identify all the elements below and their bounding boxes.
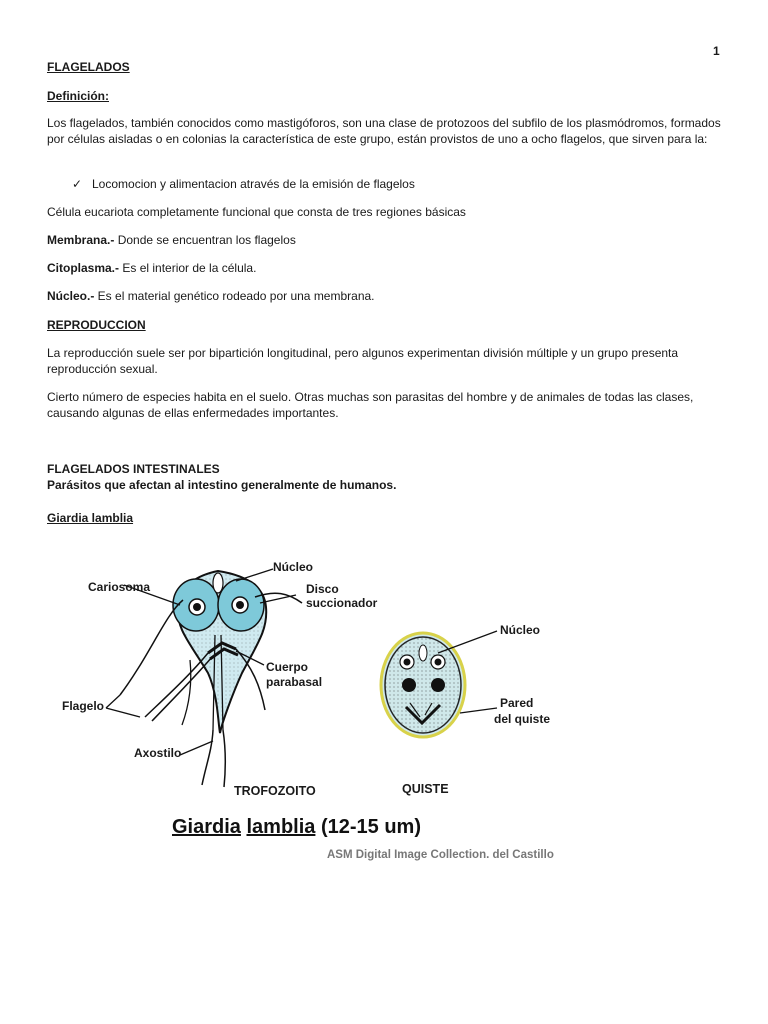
page-title: FLAGELADOS xyxy=(47,60,130,74)
label-nucleo-trofozoito: Núcleo xyxy=(273,560,314,574)
label-pared: Pared xyxy=(500,696,534,710)
region-desc: Es el interior de la célula. xyxy=(119,261,257,275)
label-cariosoma: Cariosoma xyxy=(88,580,151,594)
label-nucleo-quiste: Núcleo xyxy=(500,623,541,637)
reproduction-paragraph-1: La reproducción suele ser por bipartición longitudinal, pero algunos experimentan división múltiple y un grupo presenta reproducción sexual. xyxy=(47,346,679,376)
caption-lamblia: lamblia xyxy=(246,816,316,838)
page-number: 1 xyxy=(713,44,720,58)
label-parabasal: parabasal xyxy=(266,675,323,689)
label-flagelo: Flagelo xyxy=(62,699,105,713)
reproduction-heading: REPRODUCCION xyxy=(47,318,146,332)
region-citoplasma xyxy=(47,260,727,276)
label-disco: Disco xyxy=(306,582,339,596)
intestinal-subheading: Parásitos que afectan al intestino generalmente de humanos. xyxy=(47,478,397,492)
definition-heading: Definición: xyxy=(47,89,109,103)
region-term: Citoplasma.- xyxy=(47,261,120,275)
bullet-text: Locomocion y alimentacion através de la emisión de flagelos xyxy=(92,177,415,191)
caption-giardia: Giardia xyxy=(172,816,241,838)
region-term: Núcleo.- xyxy=(47,289,95,303)
label-trofozoito: TROFOZOITO xyxy=(234,784,316,798)
reproduction-paragraph-2: Cierto número de especies habita en el suelo. Otras muchas son parasitas del hombre y de animales de todas las clases, causando algunas de ellas enfermedades importantes. xyxy=(47,390,694,420)
checkmark-icon: ✓ xyxy=(72,177,83,191)
label-del-quiste: del quiste xyxy=(494,712,551,726)
label-cuerpo: Cuerpo xyxy=(266,660,308,674)
intestinal-heading: FLAGELADOS INTESTINALES xyxy=(47,462,220,476)
region-membrana xyxy=(47,232,727,248)
caption-size: (12-15 um) xyxy=(315,816,421,838)
right-karyosome xyxy=(236,601,244,609)
intro-paragraph: Los flagelados, también conocidos como mastigóforos, son una clase de protozoos del subfilo de los plasmódromos, formados por células aisladas o en colonias la característica de este grupo, están provistos de uno a ocho flagelos, que sirven para la: xyxy=(47,116,721,146)
figure-credit: ASM Digital Image Collection. del Castillo xyxy=(327,849,554,861)
label-axostilo: Axostilo xyxy=(134,746,182,760)
cyst-drawing xyxy=(381,631,497,737)
left-karyosome xyxy=(193,603,201,611)
region-nucleo xyxy=(47,288,727,304)
giardia-diagram xyxy=(40,545,600,870)
species-heading: Giardia lamblia xyxy=(47,511,134,525)
label-quiste: QUISTE xyxy=(402,782,449,796)
bullet-item xyxy=(72,176,415,192)
region-term: Membrana.- xyxy=(47,233,115,247)
giardia-figure xyxy=(40,545,600,870)
figure-caption xyxy=(172,816,421,838)
region-desc: Donde se encuentran los flagelos xyxy=(114,233,296,247)
cell-sentence: Célula eucariota completamente funcional que consta de tres regiones básicas xyxy=(47,205,466,219)
region-desc: Es el material genético rodeado por una membrana. xyxy=(94,289,375,303)
label-succionador: succionador xyxy=(306,596,378,610)
